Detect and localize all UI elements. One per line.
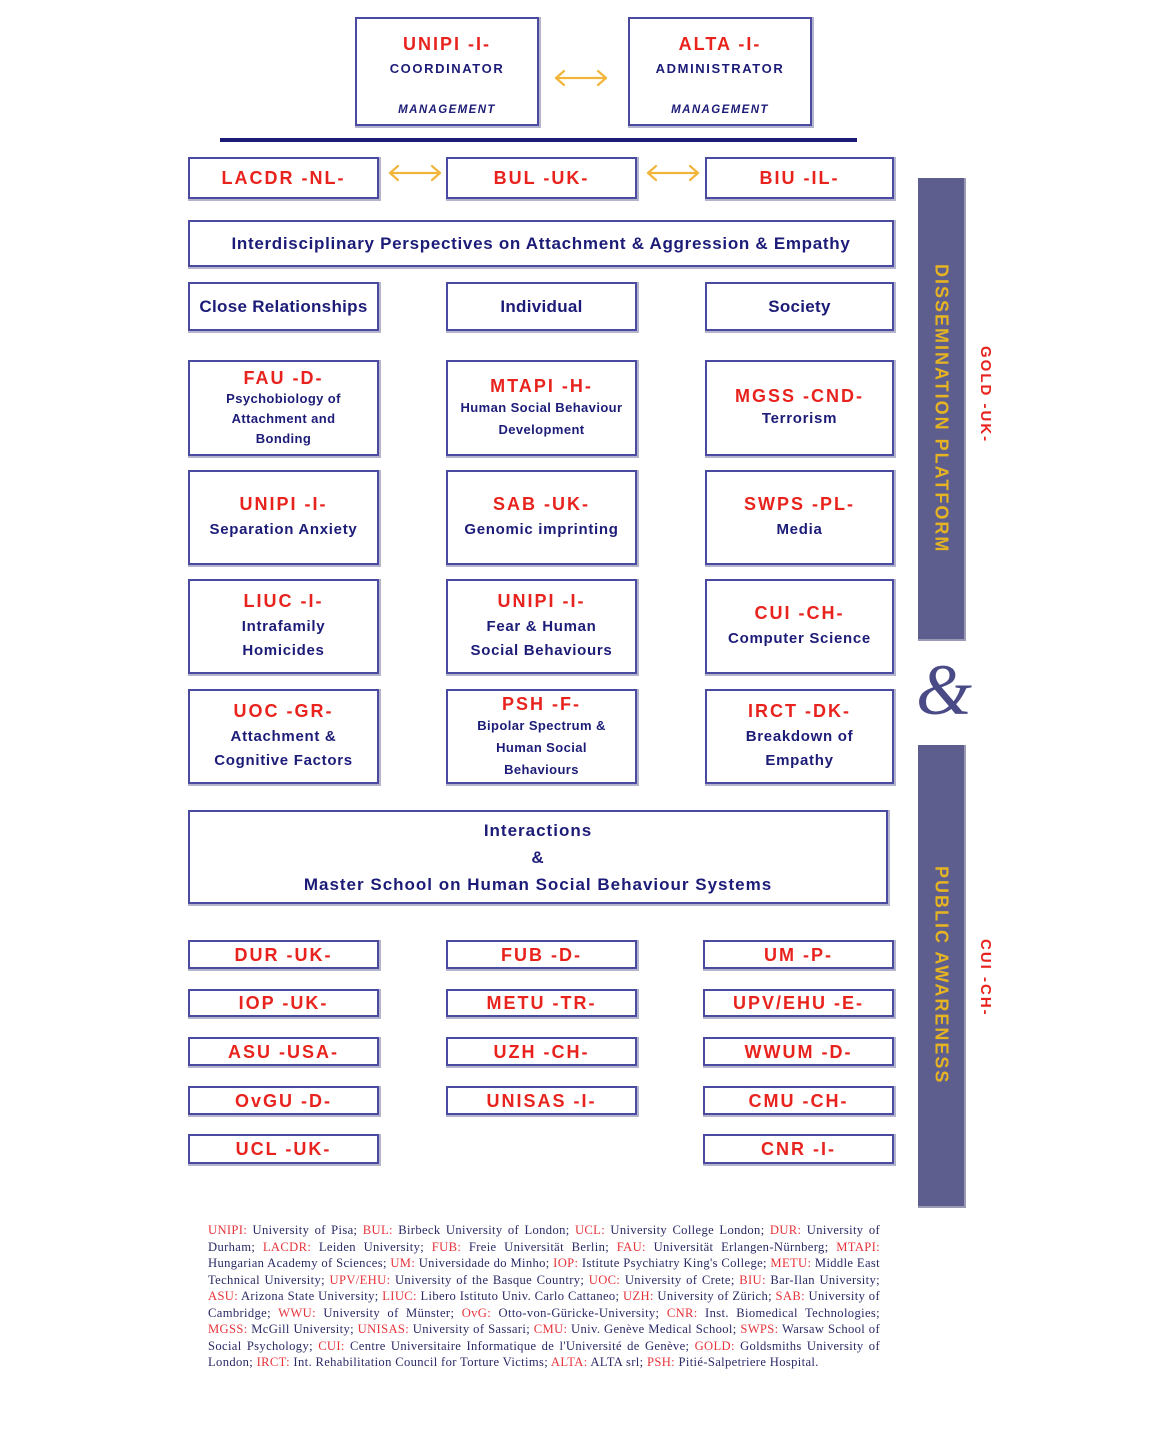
topic-line: Computer Science (728, 630, 871, 647)
topic-line: Cognitive Factors (214, 752, 353, 769)
interactions-box (188, 810, 888, 904)
legend-abbr: BUL: (362, 1223, 393, 1237)
topic-partner-code: SWPS -PL- (744, 494, 855, 514)
legend-name: Middle East Technical University; (208, 1256, 880, 1287)
administrator-code: ALTA -I- (678, 34, 762, 54)
partner-box (703, 1037, 894, 1066)
legend-abbr: ASU: (208, 1289, 239, 1303)
legend-name: University of Cambridge; (208, 1289, 880, 1320)
legend-abbr: UM: (390, 1256, 416, 1270)
lead-box-lacdr (188, 157, 379, 199)
legend-abbr: LIUC: (382, 1289, 417, 1303)
topic-partner-code: MTAPI -H- (490, 376, 593, 396)
legend-name: Universität Erlangen-Nürnberg; (645, 1239, 837, 1254)
interactions-title: Interactions (483, 820, 593, 840)
partner-code: CMU -CH- (748, 1090, 849, 1111)
topic-box-unipi-fear (446, 579, 637, 674)
coordinator-code: UNIPI -I- (403, 34, 491, 54)
partner-box (703, 1134, 894, 1164)
partner-box (446, 1037, 637, 1066)
legend-name: Freie Universität Berlin; (461, 1239, 617, 1254)
legend-name: University of Zürich; (653, 1289, 776, 1303)
partner-code: WWUM -D- (744, 1041, 853, 1062)
legend-name: Leiden University; (311, 1239, 432, 1254)
legend-name: Istitute Psychiatry King's College; (578, 1256, 771, 1270)
legend-abbr: UNIPI: (208, 1223, 248, 1237)
topic-line: Development (498, 422, 585, 437)
legend-name: University of the Basque Country; (390, 1272, 589, 1287)
master-school-title: Master School on Human Social Behaviour Systems (303, 874, 773, 894)
topic-box-mgss (705, 360, 894, 456)
topic-line: Intrafamily (241, 618, 326, 635)
lead-box-biu (705, 157, 894, 199)
legend-name: Goldsmiths University of London; (208, 1338, 880, 1369)
legend-abbr: UZH: (623, 1289, 654, 1303)
topic-partner-code: CUI -CH- (754, 603, 845, 623)
topic-box-liuc (188, 579, 379, 674)
lead-code: LACDR -NL- (221, 168, 346, 188)
topic-line: Separation Anxiety (209, 521, 358, 538)
side-ampersand: & (916, 650, 973, 730)
coordinator-management: MANAGEMENT (398, 104, 496, 116)
partner-code: METU -TR- (486, 993, 597, 1013)
column-header-individual (446, 282, 637, 331)
legend-name: University of Crete; (620, 1272, 740, 1287)
double-arrow-icon (645, 163, 701, 183)
column-header-close-relationships (188, 282, 379, 331)
topic-box-cui (705, 579, 894, 674)
topic-line: Psychobiology of (226, 391, 341, 406)
divider-line (220, 138, 857, 142)
topic-line: Attachment & (230, 728, 337, 745)
administrator-role: ADMINISTRATOR (655, 61, 785, 76)
partner-code: UPV/EHU -E- (732, 993, 864, 1013)
partner-box (188, 989, 379, 1017)
legend-abbr: UOC: (588, 1272, 621, 1287)
partner-code: OvGU -D- (235, 1090, 332, 1111)
legend-abbr: SWPS: (740, 1322, 779, 1336)
column-header-label: Close Relationships (199, 296, 368, 316)
topic-partner-code: MGSS -CND- (735, 386, 864, 406)
column-header-society (705, 282, 894, 331)
topic-partner-code: IRCT -DK- (748, 701, 851, 721)
legend-abbr: IRCT: (256, 1355, 290, 1369)
legend-name: Libero Istituto Univ. Carlo Cattaneo; (416, 1289, 623, 1303)
theme-box (188, 220, 894, 267)
double-arrow-icon (387, 163, 443, 183)
topic-line: Bonding (255, 431, 312, 446)
topic-partner-code: PSH -F- (502, 693, 581, 714)
legend-name: Pitié-Salpetriere Hospital. (675, 1355, 819, 1369)
partner-box (188, 940, 379, 969)
legend-abbr: ALTA: (550, 1355, 588, 1369)
legend-name: University of Münster; (315, 1305, 462, 1320)
topic-line: Human Social (496, 739, 587, 755)
legend-abbr: OvG: (461, 1305, 492, 1320)
legend-name: Inst. Biomedical Technologies; (697, 1305, 880, 1320)
interactions-ampersand: & (531, 847, 545, 867)
legend-abbr: LACDR: (262, 1239, 312, 1254)
legend-abbr: METU: (770, 1256, 812, 1270)
column-header-label: Individual (500, 296, 583, 316)
awareness-lead-label: CUI -CH- (977, 939, 994, 1017)
legend-abbr: UNISAS: (357, 1322, 410, 1336)
legend-name: Int. Rehabilitation Council for Torture Victims; (289, 1355, 551, 1369)
topic-line: Media (776, 521, 823, 538)
partner-code: DUR -UK- (234, 944, 333, 965)
topic-box-uoc (188, 689, 379, 784)
legend-name: Hungarian Academy of Sciences; (208, 1256, 391, 1270)
partner-code: UZH -CH- (493, 1041, 590, 1062)
topic-partner-code: UNIPI -I- (239, 494, 328, 514)
partner-box (446, 1086, 637, 1115)
topic-partner-code: FAU -D- (243, 368, 324, 388)
partner-box (446, 940, 637, 969)
legend-name: Otto-von-Güricke-University; (491, 1305, 667, 1320)
legend-name: McGill University; (247, 1322, 358, 1336)
topic-partner-code: UNIPI -I- (497, 591, 586, 611)
legend-abbr: SAB: (775, 1289, 805, 1303)
topic-partner-code: SAB -UK- (493, 494, 590, 514)
dissemination-platform-label: DISSEMINATION PLATFORM (931, 263, 952, 554)
topic-box-unipi-separation (188, 470, 379, 565)
partner-code: ASU -USA- (228, 1041, 339, 1062)
topic-line: Social Behaviours (470, 642, 613, 659)
legend-name: ALTA srl; (587, 1355, 647, 1369)
legend-abbr: MGSS: (208, 1322, 248, 1336)
administrator-box (628, 17, 812, 126)
topic-line: Empathy (765, 752, 834, 769)
legend-abbr: DUR: (769, 1223, 802, 1237)
topic-box-irct (705, 689, 894, 784)
public-awareness-label: PUBLIC AWARENESS (931, 866, 952, 1085)
partner-code: IOP -UK- (238, 993, 329, 1013)
legend-name: University College London; (605, 1223, 770, 1237)
legend-name: Warsaw School of Social Psychology; (208, 1322, 880, 1353)
topic-line: Genomic imprinting (464, 521, 619, 538)
legend-name: Centre Universitaire Informatique de l'Université de Genève; (344, 1338, 695, 1353)
partner-box (703, 940, 894, 969)
legend-abbr: PSH: (646, 1355, 675, 1369)
partner-code: FUB -D- (501, 944, 582, 965)
legend-abbr: CMU: (533, 1322, 568, 1336)
coordinator-role: COORDINATOR (389, 61, 505, 76)
legend-abbr: WWU: (278, 1305, 316, 1320)
topic-line: Fear & Human (486, 618, 597, 635)
topic-box-sab (446, 470, 637, 565)
column-header-label: Society (768, 296, 831, 316)
legend-abbr: GOLD: (694, 1338, 735, 1353)
partner-code: UCL -UK- (235, 1139, 332, 1159)
legend-abbr: FAU: (616, 1239, 646, 1254)
topic-partner-code: UOC -GR- (233, 701, 334, 721)
legend-name: Arizona State University; (238, 1289, 383, 1303)
dissemination-platform-bar (918, 178, 964, 639)
topic-partner-code: LIUC -I- (243, 591, 324, 611)
double-arrow-icon (553, 68, 609, 88)
topic-line: Homicides (242, 642, 325, 659)
legend-abbr: UCL: (574, 1223, 606, 1237)
topic-line: Behaviours (504, 761, 579, 777)
legend-abbr: UPV/EHU: (329, 1272, 391, 1287)
platform-lead-label: GOLD -UK- (977, 346, 994, 444)
legend-name: University of Durham; (208, 1223, 881, 1254)
topic-line: Terrorism (761, 410, 838, 427)
partner-box (188, 1134, 379, 1164)
topic-line: Breakdown of (745, 728, 854, 745)
lead-code: BIU -IL- (759, 168, 840, 188)
legend-abbr: BIU: (739, 1272, 766, 1287)
legend-name: Birbeck University of London; (392, 1223, 575, 1237)
topic-box-psh (446, 689, 637, 784)
legend-name: Universidade do Minho; (415, 1256, 554, 1270)
partner-box (446, 989, 637, 1017)
topic-line: Attachment and (231, 411, 336, 426)
topic-box-swps (705, 470, 894, 565)
topic-line: Human Social Behaviour (460, 400, 623, 415)
partner-code: UM -P- (764, 944, 833, 965)
topic-line: Bipolar Spectrum & (477, 717, 606, 733)
topic-box-mtapi (446, 360, 637, 456)
legend-abbr: CUI: (318, 1338, 345, 1353)
legend-abbr: IOP: (553, 1256, 579, 1270)
legend-abbr: FUB: (431, 1239, 462, 1254)
partner-box (188, 1037, 379, 1066)
legend-name: University of Pisa; (247, 1223, 363, 1237)
partner-code: CNR -I- (761, 1139, 836, 1159)
legend-abbr: MTAPI: (836, 1239, 881, 1254)
topic-box-fau (188, 360, 379, 456)
partner-box (188, 1086, 379, 1115)
partner-box (703, 989, 894, 1017)
lead-box-bul (446, 157, 637, 199)
public-awareness-bar (918, 745, 964, 1206)
lead-code: BUL -UK- (493, 168, 590, 188)
coordinator-box (355, 17, 539, 126)
legend-abbr: CNR: (666, 1305, 698, 1320)
legend-name: University of Sassari; (409, 1322, 534, 1336)
legend-name: Univ. Genève Medical School; (567, 1322, 741, 1336)
legend (208, 1222, 880, 1371)
partner-box (703, 1086, 894, 1115)
partner-code: UNISAS -I- (486, 1090, 597, 1111)
legend-name: Bar-Ilan University; (765, 1272, 880, 1287)
administrator-management: MANAGEMENT (671, 104, 769, 116)
theme-title: Interdisciplinary Perspectives on Attachment & Aggression & Empathy (231, 233, 851, 253)
